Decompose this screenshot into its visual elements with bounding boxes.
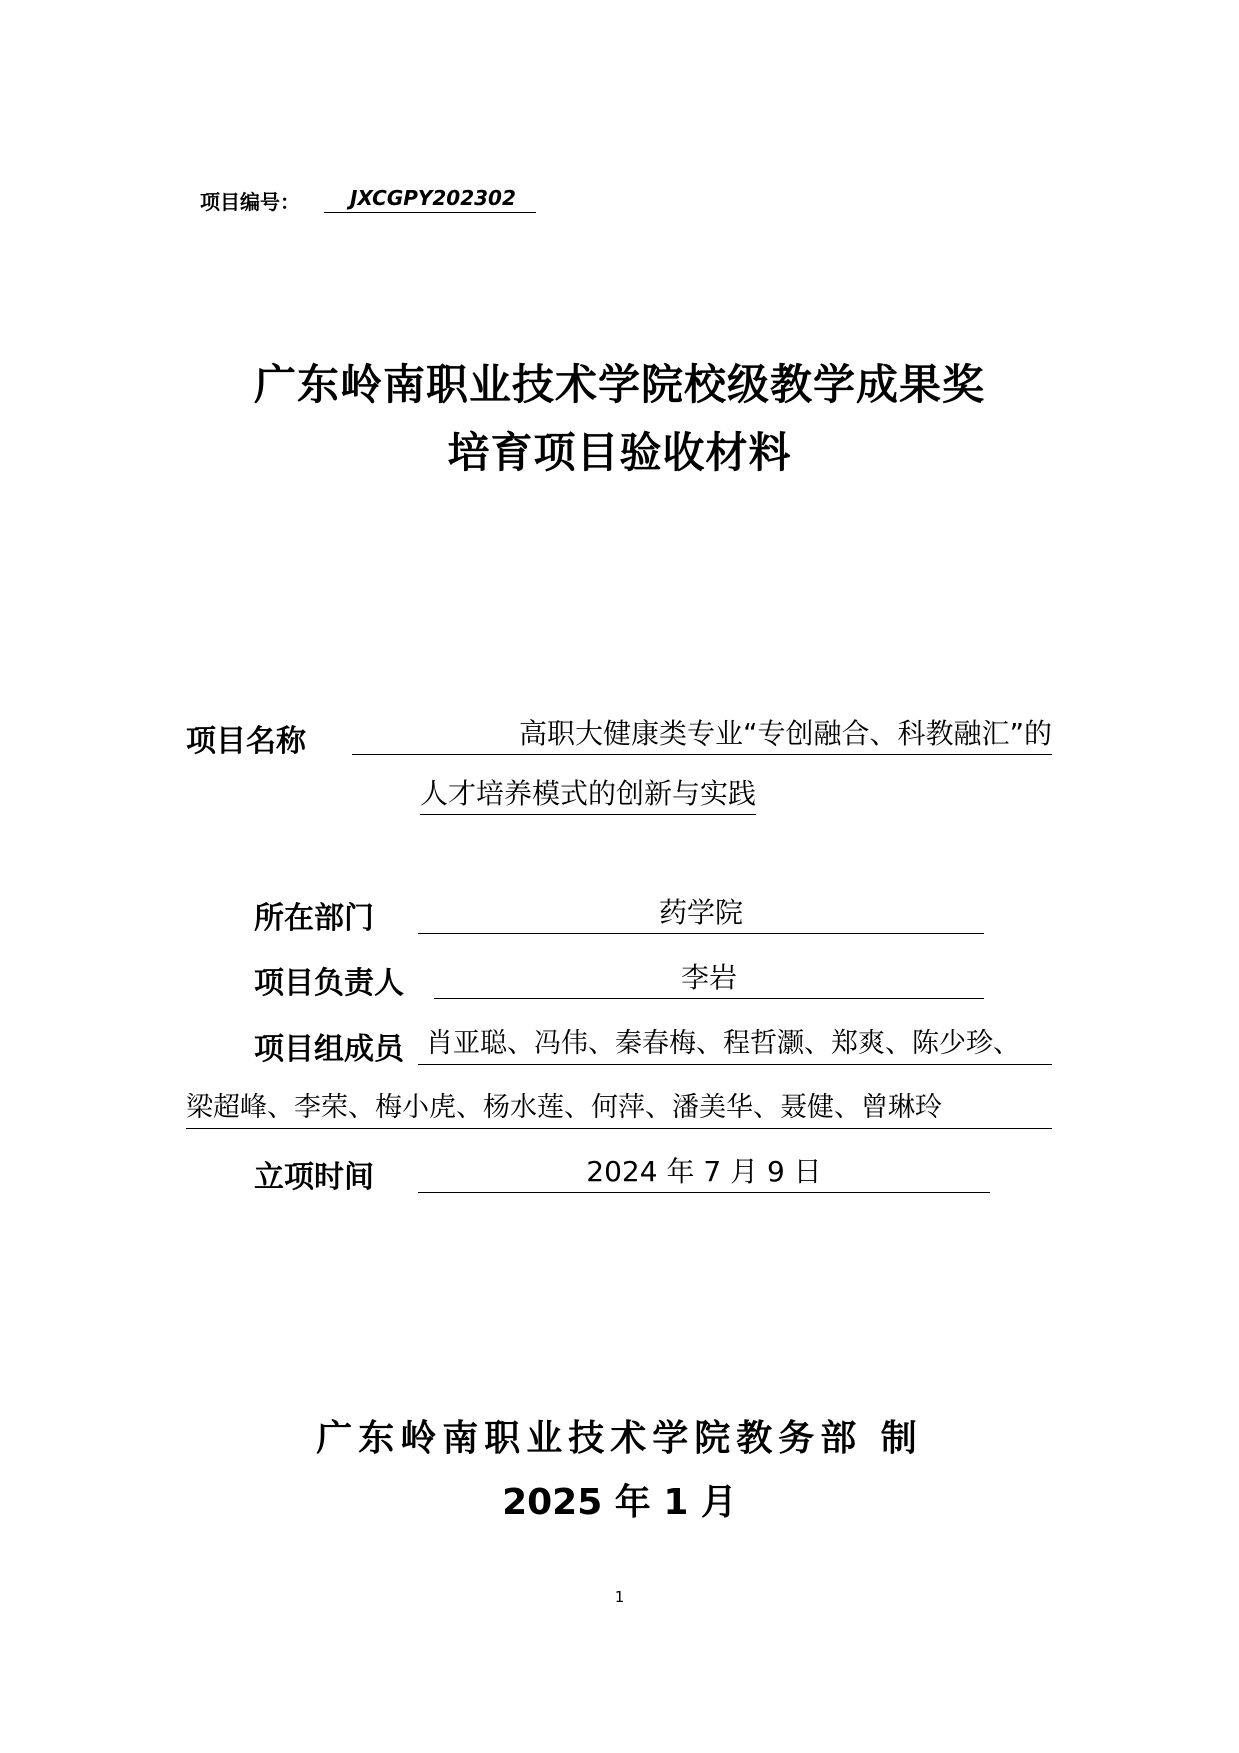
project-number-label: 项目编号： xyxy=(200,190,300,214)
issue-date: 2025 年 1 月 xyxy=(502,1482,737,1523)
project-members-value-line2: 梁超峰、李荣、梅小虎、杨水莲、何萍、潘美华、聂健、曾琳玲 xyxy=(186,1088,1052,1129)
document-title-line2: 培育项目验收材料 xyxy=(447,428,792,477)
document-title-line1: 广东岭南职业技术学院校级教学成果奖 xyxy=(253,360,985,409)
project-name-label: 项目名称 xyxy=(186,724,306,759)
issuer-text: 广东岭南职业技术学院教务部 制 xyxy=(316,1418,923,1459)
start-date-value: 2024 年 7 月 9 日 xyxy=(418,1152,990,1193)
start-date-label: 立项时间 xyxy=(254,1160,374,1195)
project-members-label: 项目组成员 xyxy=(254,1032,404,1067)
page-number: 1 xyxy=(614,1588,625,1606)
project-name-value-line2: 人才培养模式的创新与实践 xyxy=(420,774,756,815)
project-number-value: JXCGPY202302 xyxy=(324,184,536,213)
project-leader-value: 李岩 xyxy=(434,958,984,999)
project-leader-label: 项目负责人 xyxy=(254,966,404,1001)
department-label: 所在部门 xyxy=(254,901,374,936)
project-members-value-line1: 肖亚聪、冯伟、秦春梅、程哲灏、郑爽、陈少珍、 xyxy=(418,1024,1052,1065)
project-name-value-line1: 高职大健康类专业“专创融合、科教融汇”的 xyxy=(352,714,1052,755)
department-value: 药学院 xyxy=(418,893,984,934)
